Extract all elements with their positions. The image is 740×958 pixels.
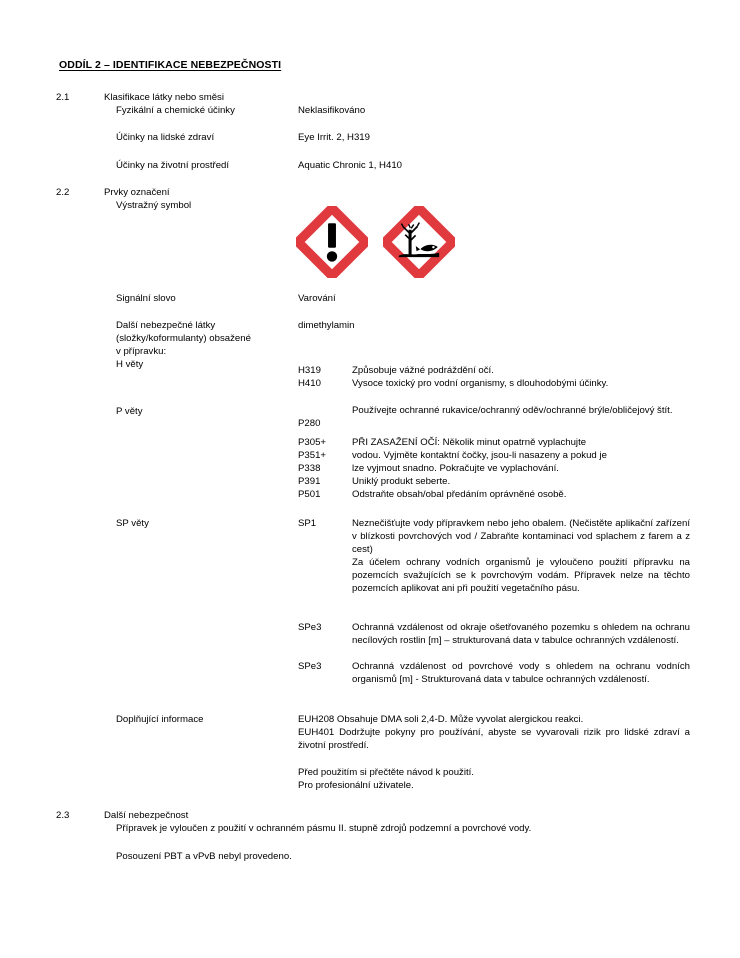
value-environmental-effects: Aquatic Chronic 1, H410 xyxy=(298,160,402,171)
h-statement-text: Způsobuje vážné podráždění očí. xyxy=(352,365,494,376)
environment-pictogram xyxy=(383,206,455,278)
h-statement-code: H410 xyxy=(298,378,321,389)
hazard-pictogram-group xyxy=(296,206,455,278)
label-signal-word: Signální slovo xyxy=(116,293,176,304)
section-number-2-1: 2.1 xyxy=(56,92,70,103)
supplementary-note-professional-users: Pro profesionální uživatele. xyxy=(298,780,414,791)
sp-statement-text: Neznečišťujte vody přípravkem nebo jeho obalem. (Nečistěte aplikační zařízení v blízkosti povrchových vod / Zabraňte kontaminaci vod splachem z farem a z cest) xyxy=(352,518,690,556)
p-statement-text: PŘI ZASAŽENÍ OČÍ: Několik minut opatrně vyplachujte xyxy=(352,437,587,448)
p-statement-text: vodou. Vyjměte kontaktní čočky, jsou-li nasazeny a pokud je xyxy=(352,450,607,461)
exclamation-mark-pictogram xyxy=(296,206,368,278)
section-number-2-2: 2.2 xyxy=(56,187,70,198)
p-statement-code: P501 xyxy=(298,489,321,500)
sp-statement-code: SP1 xyxy=(298,518,317,529)
section-title-2-1: Klasifikace látky nebo směsi xyxy=(104,92,224,103)
label-sp-statements: SP věty xyxy=(116,518,149,529)
label-other-substances-line2: (složky/koformulanty) obsažené xyxy=(116,333,251,344)
p-statement-code: P305+ xyxy=(298,437,327,448)
supplementary-euh208: EUH208 Obsahuje DMA soli 2,4-D. Může vyvolat alergickou reakci. xyxy=(298,714,584,725)
h-statement-code: H319 xyxy=(298,365,321,376)
p-statement-text: Uniklý produkt seberte. xyxy=(352,476,451,487)
p-statement-code: P280 xyxy=(298,418,321,429)
supplementary-note-read-instructions: Před použitím si přečtěte návod k použití. xyxy=(298,767,474,778)
h-statement-text: Vysoce toxický pro vodní organismy, s dlouhodobými účinky. xyxy=(352,378,609,389)
section-title-2-2: Prvky označení xyxy=(104,187,170,198)
p-statement-code: P338 xyxy=(298,463,321,474)
value-human-health-effects: Eye Irrit. 2, H319 xyxy=(298,132,370,143)
p-statement-text: Odstraňte obsah/obal předáním oprávněné osobě. xyxy=(352,489,567,500)
section-title-2-3: Další nebezpečnost xyxy=(104,810,189,821)
value-physical-chemical-effects: Neklasifikováno xyxy=(298,105,366,116)
label-environmental-effects: Účinky na životní prostředí xyxy=(116,160,230,171)
supplementary-euh401: EUH401 Dodržujte pokyny pro používání, abyste se vyvarovali rizik pro lidské zdraví a životní prostředí. xyxy=(298,727,690,752)
page-title: ODDÍL 2 – IDENTIFIKACE NEBEZPEČNOSTI xyxy=(59,59,282,71)
label-other-substances-line1: Další nebezpečné látky xyxy=(116,320,216,331)
sp-statement-code: SPe3 xyxy=(298,661,322,672)
p-statement-code: P351+ xyxy=(298,450,327,461)
label-supplementary-information: Doplňující informace xyxy=(116,714,204,725)
section-2-3-line-2: Posouzení PBT a vPvB nebyl provedeno. xyxy=(116,851,292,862)
sp-statement-text: Ochranná vzdálenost od povrchové vody s ohledem na ochranu vodních organismů [m] - Strukturovaná data v tabulce ochranných vzdáleností. xyxy=(352,661,690,686)
value-other-substances: dimethylamin xyxy=(298,320,355,331)
p-statement-code: P391 xyxy=(298,476,321,487)
sp-statement-text: Ochranná vzdálenost od okraje ošetřovaného pozemku s ohledem na ochranu necílových rostlin [m] – strukturovaná data v tabulce ochranných vzdáleností. xyxy=(352,622,690,647)
section-number-2-3: 2.3 xyxy=(56,810,70,821)
label-hazard-pictogram: Výstražný symbol xyxy=(116,200,192,211)
label-other-substances-line3: v přípravku: xyxy=(116,346,167,357)
label-physical-chemical-effects: Fyzikální a chemické účinky xyxy=(116,105,235,116)
label-h-statements: H věty xyxy=(116,359,144,370)
p-statement-text: Používejte ochranné rukavice/ochranný oděv/ochranné brýle/obličejový štít. xyxy=(352,405,673,416)
label-human-health-effects: Účinky na lidské zdraví xyxy=(116,132,215,143)
label-p-statements: P věty xyxy=(116,406,143,417)
sp-statement-text: Za účelem ochrany vodních organismů je vyloučeno použití přípravku na pozemcích svažujících se k povrchovým vodám. Přípravek nelze na těchto pozemcích aplikovat ani při použití vegetačního pásu. xyxy=(352,557,690,595)
value-signal-word: Varování xyxy=(298,293,336,304)
sp-statement-code: SPe3 xyxy=(298,622,322,633)
section-2-3-line-1: Přípravek je vyloučen z použití v ochranném pásmu II. stupně zdrojů podzemní a povrchové vody. xyxy=(116,823,532,834)
p-statement-text: lze vyjmout snadno. Pokračujte ve vyplachování. xyxy=(352,463,559,474)
